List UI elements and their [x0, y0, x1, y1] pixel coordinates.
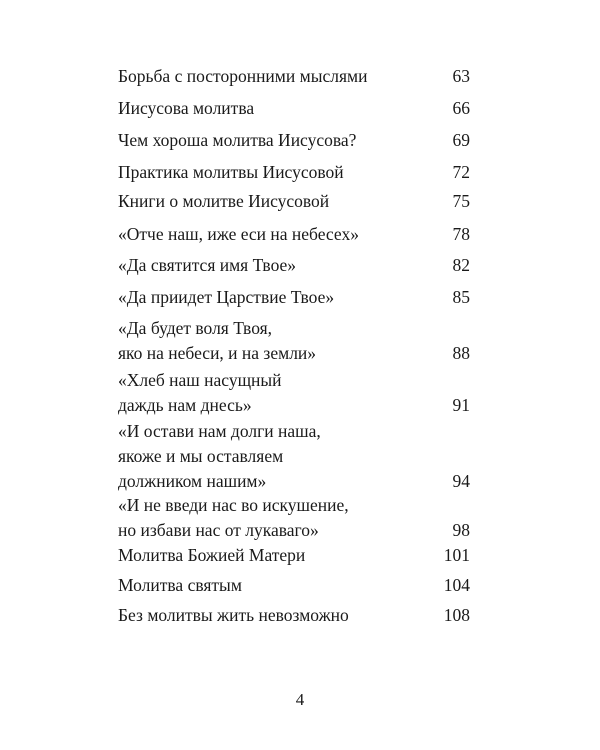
- toc-entry: [118, 189, 470, 214]
- toc-entry-title: Чем хороша молитва Иисусова?: [118, 130, 357, 150]
- toc-entry-page: 88: [452, 343, 470, 363]
- toc-entry-title: Иисусова молитва: [118, 98, 255, 118]
- toc-entry-title: Без молитвы жить невозможно: [118, 605, 349, 625]
- toc-entry-page: 94: [452, 471, 470, 491]
- toc-entry: [118, 543, 470, 568]
- toc-entry-title: Книги о молитве Иисусовой: [118, 191, 330, 211]
- toc-entry: [118, 222, 470, 247]
- toc-entry: [118, 285, 470, 310]
- toc-entry-page: 98: [452, 520, 470, 540]
- toc-entry-page: 63: [452, 66, 470, 86]
- toc-entry-title: «Да приидет Царствие Твое»: [118, 287, 335, 307]
- toc-entry-page: 69: [452, 130, 470, 150]
- toc-entry-page: 85: [452, 287, 470, 307]
- toc-entry-title: Практика молитвы Иисусовой: [118, 162, 344, 182]
- toc-entry-title: Борьба с посторонними мыслями: [118, 66, 368, 86]
- toc-entry-page: 82: [452, 255, 470, 275]
- toc-entry-title: «Да будет воля Твоя, яко на небеси, и на земли»: [118, 318, 317, 363]
- toc-entry: [118, 160, 470, 185]
- toc-entry-page: 108: [443, 605, 470, 625]
- toc-entry: [118, 493, 470, 543]
- toc-entry: [118, 573, 470, 598]
- toc-entry: [118, 419, 470, 494]
- toc-entry: [118, 96, 470, 121]
- toc-entry-title: «И не введи нас во искушение, но избави нас от лукаваго»: [118, 495, 349, 540]
- page-number: 4: [295, 690, 305, 709]
- toc-entry: [118, 603, 470, 628]
- toc-entry-title: Молитва Божией Матери: [118, 545, 306, 565]
- toc-entry-title: Молитва святым: [118, 575, 242, 595]
- toc-entry: [118, 368, 470, 418]
- toc-entry: [118, 253, 470, 278]
- toc-entry-page: 75: [452, 191, 470, 211]
- toc-entry-page: 101: [443, 545, 470, 565]
- toc-entry-page: 91: [452, 395, 470, 415]
- toc-entry-page: 66: [452, 98, 470, 118]
- toc-entry-page: 104: [443, 575, 470, 595]
- toc-entry-title: «Отче наш, иже еси на небесех»: [118, 224, 359, 244]
- toc-entry-title: «Хлеб наш насущный даждь нам днесь»: [118, 370, 282, 415]
- toc-entry: [118, 128, 470, 153]
- toc-entry-page: 78: [452, 224, 470, 244]
- toc-entry-title: «Да святится имя Твое»: [118, 255, 297, 275]
- toc-entry: [118, 316, 470, 366]
- toc-entry-page: 72: [452, 162, 470, 182]
- toc-entry-title: «И остави нам долги наша, якоже и мы оставляем должником нашим»: [118, 421, 321, 491]
- toc-entry: [118, 64, 470, 89]
